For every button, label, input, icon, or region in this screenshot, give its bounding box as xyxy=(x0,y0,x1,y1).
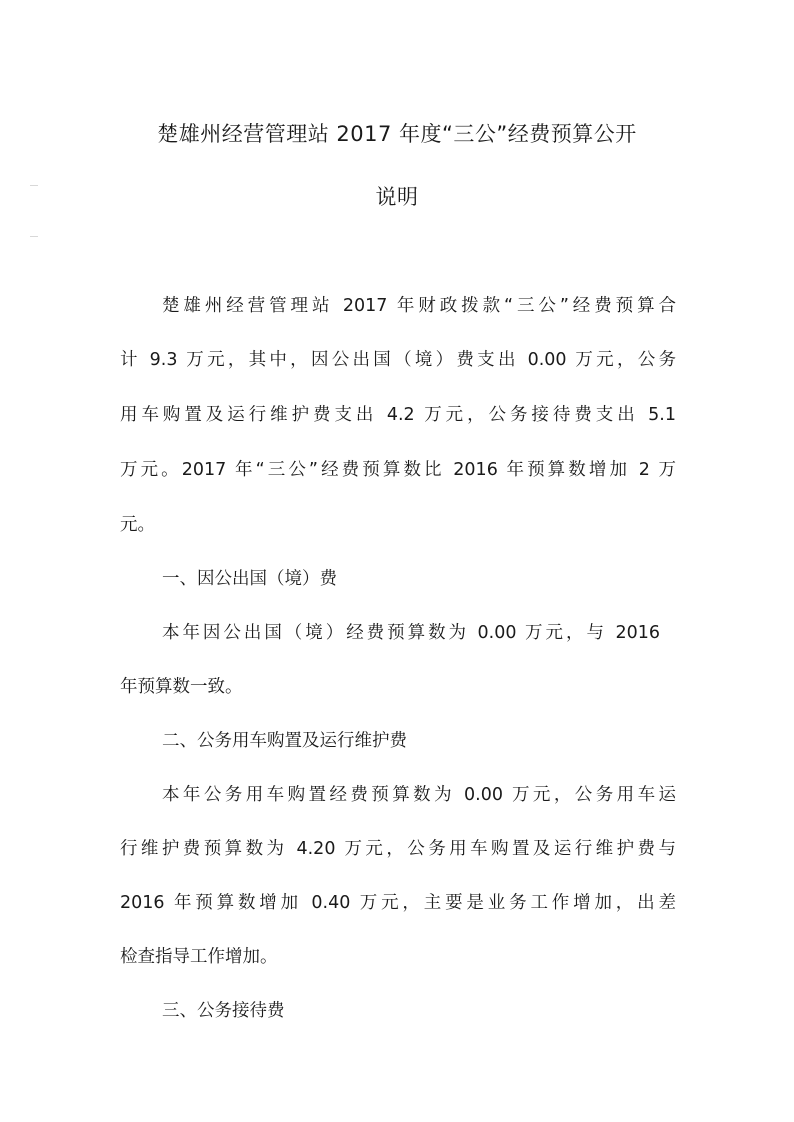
paragraph-1-line: 计 9.3 万元，其中，因公出国（境）费支出 0.00 万元，公务 xyxy=(120,350,676,370)
section-1-body-line: 本年因公出国（境）经费预算数为 0.00 万元，与 2016 xyxy=(162,623,660,643)
section-2-body-line: 检查指导工作增加。 xyxy=(120,947,278,967)
section-2-body-line: 本年公务用车购置经费预算数为 0.00 万元，公务用车运 xyxy=(162,785,676,805)
document-title-line-2: 说明 xyxy=(375,185,419,209)
section-3-heading: 三、公务接待费 xyxy=(162,1001,285,1021)
paragraph-1-line: 用车购置及运行维护费支出 4.2 万元，公务接待费支出 5.1 xyxy=(120,405,676,425)
paragraph-1-line: 楚雄州经营管理站 2017 年财政拨款“三公”经费预算合 xyxy=(162,296,676,316)
section-2-body-line: 行维护费预算数为 4.20 万元，公务用车购置及运行维护费与 xyxy=(120,839,676,859)
section-1-body-line: 年预算数一致。 xyxy=(120,677,243,697)
section-1-heading: 一、因公出国（境）费 xyxy=(162,569,337,589)
paragraph-1-line: 万元。2017 年“三公”经费预算数比 2016 年预算数增加 2 万 xyxy=(120,460,676,480)
scan-mark xyxy=(30,236,38,237)
section-2-body-line: 2016 年预算数增加 0.40 万元，主要是业务工作增加，出差 xyxy=(120,893,676,913)
document-title-line-1: 楚雄州经营管理站 2017 年度“三公”经费预算公开 xyxy=(157,122,637,146)
section-2-heading: 二、公务用车购置及运行维护费 xyxy=(162,731,407,751)
paragraph-1-line: 元。 xyxy=(120,515,155,535)
